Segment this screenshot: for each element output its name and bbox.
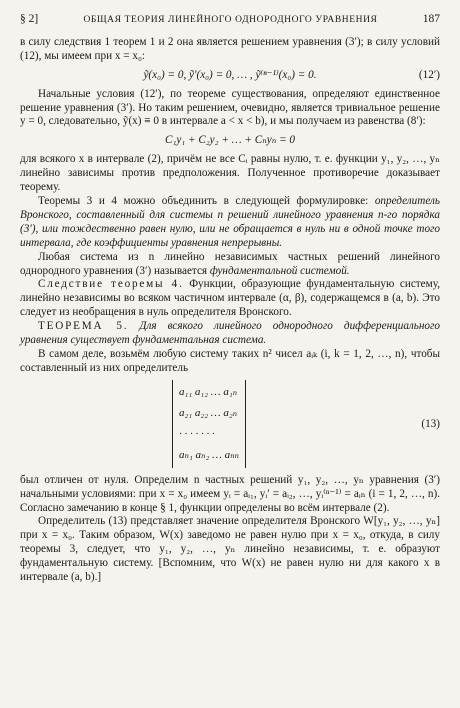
paragraph-10: Определитель (13) представляет значение определителя Вронского W[y₁, y₂, …, yₙ] при x = x₀. Таким образом, W(x) заведомо не равен нулю при x = x₀, откуда, в силу теоремы 3, следует, что y₁, y₂, …, yₙ линейно независимы, т. е. образуют фундаментальную систему. [Вспомним, что W(x) не равен нулю ни для какого x в интервале (a, b).] bbox=[20, 515, 440, 584]
running-title: ОБЩАЯ ТЕОРИЯ ЛИНЕЙНОГО ОДНОРОДНОГО УРАВНЕНИЯ bbox=[83, 15, 378, 25]
paragraph-4-statement: определитель Вронского, составленный для системы n решений линейного уравнения n-го порядка (3′), или тождественно равен нулю, или не обращается в нуль ни в одной точке того интервала, где коэффициенты уравнения непрерывны. bbox=[20, 194, 440, 249]
paragraph-1: в силу следствия 1 теорем 1 и 2 она является решением уравнения (3′); в силу условий (12), мы имеем при x = x₀: bbox=[20, 35, 440, 62]
theorem-statement: Для всякого линейного однородного дифференциального уравнения существует фундаментальная система. bbox=[20, 320, 440, 347]
page-number: 187 bbox=[422, 13, 440, 25]
corollary-body: Функции, образующие фундаментальную систему, линейно независимы во всяком частичном интервале (α, β), содержащемся в (a, b). Это следует из необращения в нуль определителя Вронского. bbox=[20, 278, 440, 319]
paragraph-4 bbox=[20, 195, 440, 251]
paragraph-8: В самом деле, возьмём любую систему таких n² чисел aᵢₖ (i, k = 1, 2, …, n), чтобы составленный из них определитель bbox=[20, 347, 440, 374]
matrix-row: a₂₁ a₂₂ … a₂ₙ bbox=[179, 406, 238, 419]
paragraph-5-term: фундаментальной системой. bbox=[209, 264, 350, 277]
equation-number: (13) bbox=[421, 417, 440, 430]
paragraph-3: для всякого x в интервале (2), причём не все Cᵢ равны нулю, т. е. функции y₁, y₂, …, yₙ линейно зависимы против предположения. Полученное противоречие доказывает теорему. bbox=[20, 153, 440, 194]
paragraph-9: был отличен от нуля. Определим n частных решений y₁, y₂, …, yₙ уравнения (3′) начальными условиями: при x = x₀ имеем yᵢ = aᵢ₁, yᵢ′ = aᵢ₂, …, yᵢ⁽ⁿ⁻¹⁾ = aᵢₙ (i = 1, 2, …, n). Согласно замечанию в конце § 1, функции определены во всём интервале (2). bbox=[20, 473, 440, 514]
equation-12-prime bbox=[20, 69, 440, 83]
determinant-matrix bbox=[172, 380, 246, 468]
corollary-paragraph bbox=[20, 278, 440, 320]
section-number: § 2] bbox=[20, 13, 39, 25]
matrix-row: aₙ₁ aₙ₂ … aₙₙ bbox=[179, 448, 240, 461]
corollary-caption: Следствие теоремы 4. bbox=[38, 278, 184, 291]
equation-text: C₁y₁ + C₂y₂ + … + Cₙyₙ = 0 bbox=[164, 134, 296, 147]
equation-number: (12′) bbox=[418, 68, 440, 81]
equation-text: ỹ(x₀) = 0, ỹ′(x₀) = 0, … , ỹ⁽ⁿ⁻¹⁾(x₀) = 0. bbox=[143, 68, 317, 81]
paragraph-4-lead: Теоремы 3 и 4 можно объединить в следующей формулировке: bbox=[38, 194, 375, 207]
paragraph-2: Начальные условия (12′), по теореме существования, определяют единственное решение уравнения (3′). Но таким решением, очевидно, является тривиальное решение y = 0, следовательно, ỹ(x) ≡ 0 в интервале a < x < b), и мы получаем из равенства (8′): bbox=[20, 87, 440, 128]
linear-combination-equation bbox=[20, 134, 440, 148]
page-header bbox=[20, 13, 440, 28]
paragraph-5 bbox=[20, 251, 440, 279]
determinant-13 bbox=[20, 380, 440, 472]
matrix-row: · · · · · · · bbox=[179, 427, 215, 440]
theorem-5-paragraph bbox=[20, 320, 440, 348]
matrix-row: a₁₁ a₁₂ … a₁ₙ bbox=[179, 385, 238, 398]
paragraph-5-lead: Любая система из n линейно независимых частных решений линейного однородного уравнения (3′) называется bbox=[20, 250, 440, 277]
theorem-caption: ТЕОРЕМА 5. bbox=[38, 320, 129, 333]
